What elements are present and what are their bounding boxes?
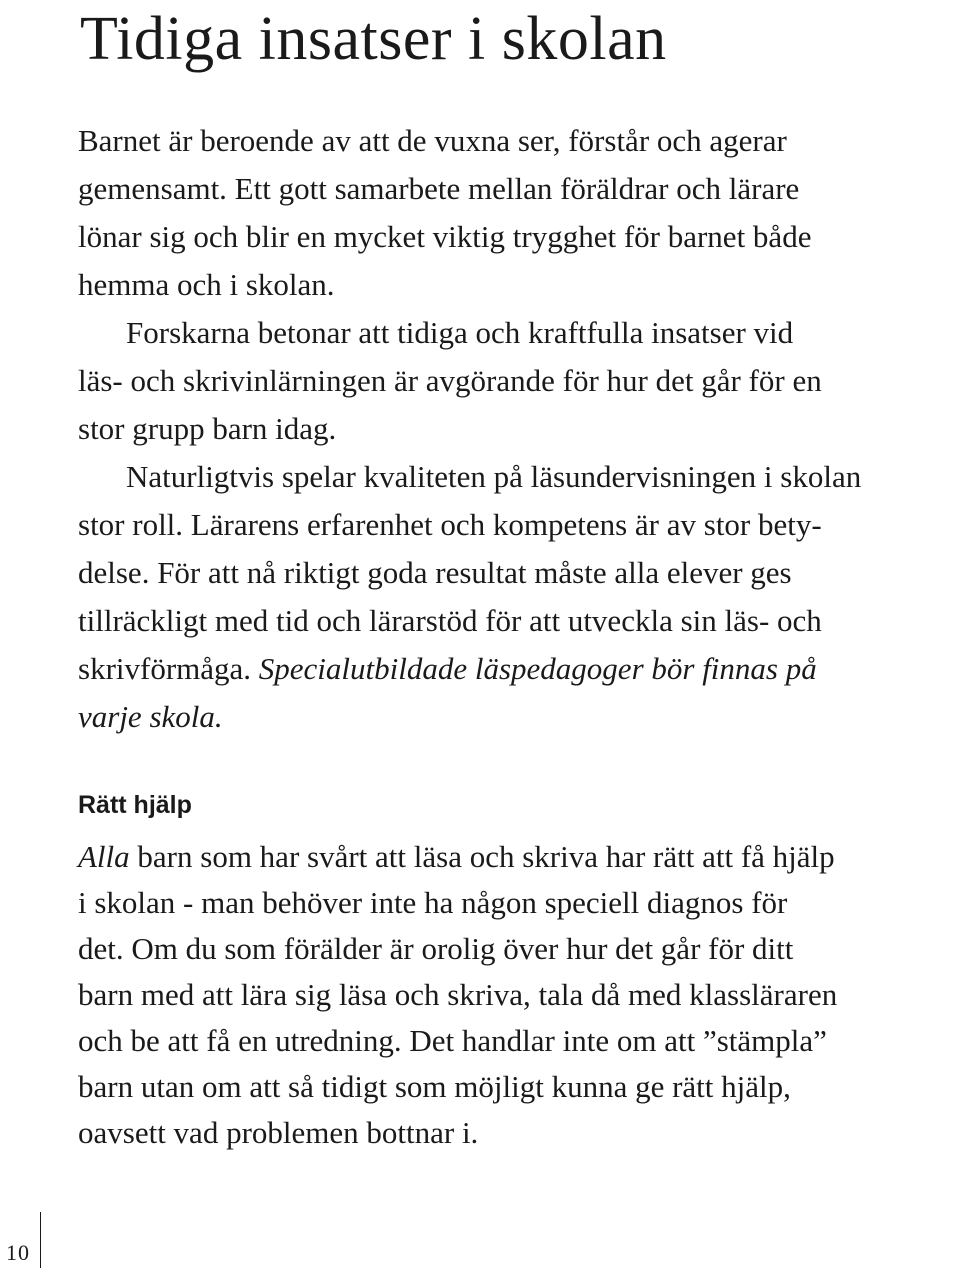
paragraph-intro bbox=[78, 117, 960, 309]
italic-text-run: Alla bbox=[78, 839, 130, 874]
text-line: hemma och i skolan. bbox=[78, 267, 335, 302]
text-line: i skolan - man behöver inte ha någon speciell diagnos för bbox=[78, 885, 788, 920]
text-line: gemensamt. Ett gott samarbete mellan föräldrar och lärare bbox=[78, 171, 800, 206]
text-line: oavsett vad problemen bottnar i. bbox=[78, 1115, 479, 1150]
text-line: det. Om du som förälder är orolig över hur det går för ditt bbox=[78, 931, 794, 966]
text-line: tillräckligt med tid och lärarstöd för att utveckla sin läs- och bbox=[78, 603, 822, 638]
paragraph-teaching-quality bbox=[78, 453, 960, 741]
italic-text-run: varje skola. bbox=[78, 699, 223, 734]
text-line bbox=[78, 645, 960, 693]
paragraph-right-help bbox=[78, 834, 960, 1156]
text-line bbox=[78, 834, 960, 880]
text-line: Naturligtvis spelar kvaliteten på läsundervisningen i skolan bbox=[126, 459, 862, 494]
text-line: barn utan om att så tidigt som möjligt kunna ge rätt hjälp, bbox=[78, 1069, 791, 1104]
text-run: barn som har svårt att läsa och skriva har rätt att få hjälp bbox=[129, 839, 835, 874]
text-line: Barnet är beroende av att de vuxna ser, förstår och agerar bbox=[78, 123, 787, 158]
text-line: läs- och skrivinlärningen är avgörande för hur det går för en bbox=[78, 363, 822, 398]
italic-text-run: Specialutbildade läspedagoger bör finnas på bbox=[258, 651, 817, 686]
text-line: Forskarna betonar att tidiga och kraftfulla insatser vid bbox=[126, 315, 794, 350]
text-line: delse. För att nå riktigt goda resultat måste alla elever ges bbox=[78, 555, 792, 590]
text-line: stor grupp barn idag. bbox=[78, 411, 337, 446]
text-line: och be att få en utredning. Det handlar inte om att ”stämpla” bbox=[78, 1023, 827, 1058]
text-line bbox=[78, 693, 960, 741]
text-line: stor roll. Lärarens erfarenhet och kompetens är av stor bety- bbox=[78, 507, 822, 542]
page-number: 10 bbox=[6, 1240, 30, 1265]
page-gutter-divider bbox=[40, 1212, 41, 1268]
section-heading: Rätt hjälp bbox=[78, 791, 192, 819]
text-line: barn med att lära sig läsa och skriva, tala då med klassläraren bbox=[78, 977, 838, 1012]
text-run: skrivförmåga. bbox=[78, 651, 259, 686]
page-title: Tidiga insatser i skolan bbox=[80, 5, 667, 73]
text-line: lönar sig och blir en mycket viktig trygghet för barnet både bbox=[78, 219, 812, 254]
paragraph-research bbox=[78, 309, 960, 453]
